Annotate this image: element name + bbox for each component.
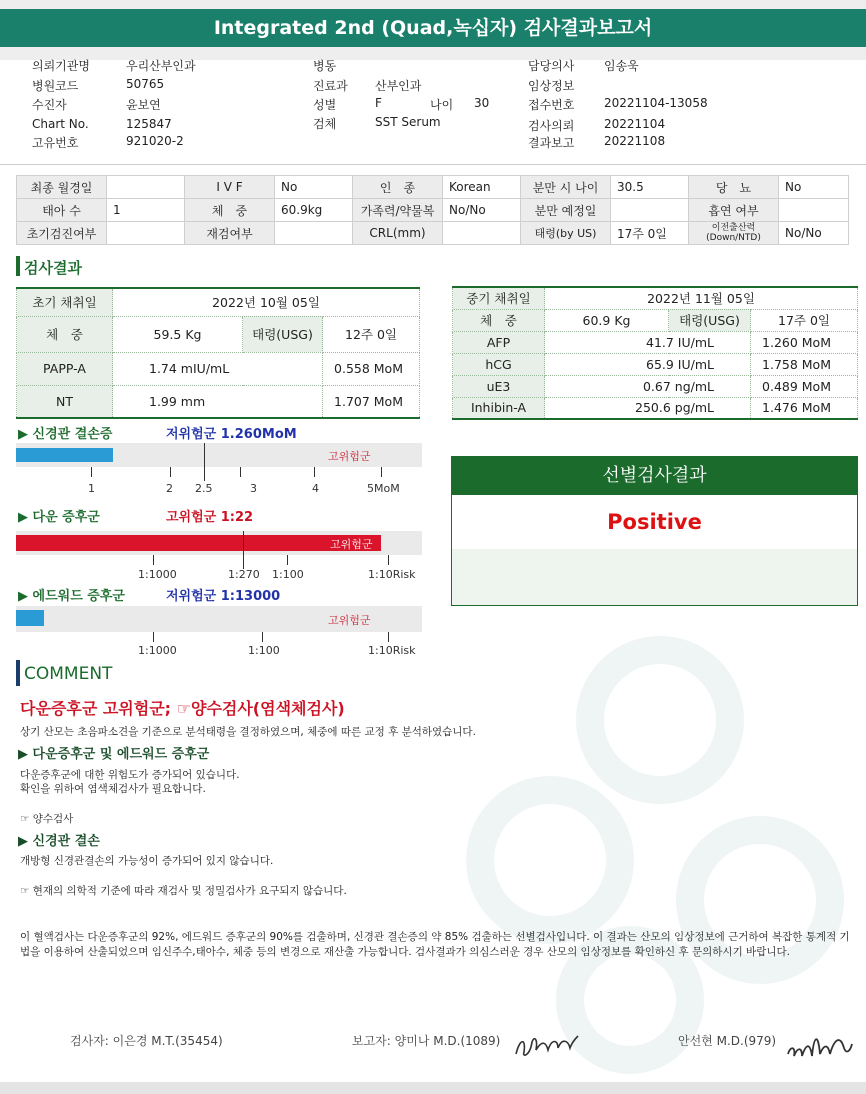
ntd-tick-label: 2 — [166, 482, 173, 495]
due-date-value — [611, 199, 689, 222]
hcg-mom: 1.758 MoM — [751, 353, 858, 375]
results-title: 검사결과 — [24, 259, 82, 277]
comment-subheading: ▶ 신경관 결손 — [18, 834, 100, 849]
third-signature: 안선현 M.D.(979) — [678, 1034, 777, 1048]
info-label: 결과보고 — [528, 136, 575, 150]
bottom-band — [0, 1082, 866, 1094]
ivf-label: I V F — [185, 176, 275, 199]
race-label: 인 종 — [353, 176, 443, 199]
ntd-tick — [381, 467, 382, 477]
info-value: SST Serum — [375, 115, 441, 129]
comment-title: COMMENT — [24, 664, 113, 684]
comment-headline: 다운증후군 고위험군; ☞양수검사(염색체검사) — [20, 699, 345, 718]
comment-line: ☞ 현재의 의학적 기준에 따라 재검사 및 정밀검사가 요구되지 않습니다. — [20, 885, 347, 897]
down-risk-result: 고위험군 1:22 — [166, 510, 254, 525]
down-tick — [287, 555, 288, 565]
inhibin-a-mom: 1.476 MoM — [751, 397, 858, 419]
afp-mom: 1.260 MoM — [751, 331, 858, 353]
down-tick-label: 1:10Risk — [368, 568, 416, 581]
edwards-risk-label: ▶ 에드워드 증후군 — [18, 589, 125, 604]
info-value: F — [375, 96, 382, 110]
screening-result-box — [451, 456, 858, 606]
edwards-tick — [262, 632, 263, 642]
watermark-logo — [430, 600, 866, 1080]
info-label: 수진자 — [32, 98, 67, 112]
table-row — [17, 222, 849, 245]
nt-name: NT — [17, 385, 113, 418]
ntd-risk-fill — [16, 448, 113, 462]
last-period-value — [107, 176, 185, 199]
family-history-label: 가족력/약물복 — [353, 199, 443, 222]
hcg-name: hCG — [453, 353, 545, 375]
down-tick — [388, 555, 389, 565]
first-ga-value: 12주 0일 — [323, 316, 420, 352]
info-label: Chart No. — [32, 117, 89, 131]
table-row — [453, 353, 858, 375]
header-separator — [0, 164, 866, 165]
edwards-risk-result: 저위험군 1:13000 — [166, 589, 281, 604]
first-date-value: 2022년 10월 05일 — [113, 288, 420, 316]
papp-a-name: PAPP-A — [17, 352, 113, 385]
down-risk-label: ▶ 다운 증후군 — [18, 510, 100, 525]
down-high-risk-label: 고위험군 — [330, 538, 373, 551]
third-handwritten-signature — [784, 1024, 856, 1068]
nt-mom: 1.707 MoM — [323, 385, 420, 418]
table-row — [453, 287, 858, 309]
info-label: 고유번호 — [32, 136, 79, 150]
ntd-tick — [240, 467, 241, 477]
edwards-high-risk-label: 고위험군 — [328, 614, 371, 627]
ntd-tick-label: 1 — [88, 482, 95, 495]
table-row — [17, 199, 849, 222]
first-weight-label: 체 중 — [17, 316, 113, 352]
edwards-risk-fill — [16, 610, 44, 626]
retest-label: 재검여부 — [185, 222, 275, 245]
ga-us-label: 태령(by US) — [521, 222, 611, 245]
down-risk-fill — [16, 535, 381, 551]
table-row — [453, 331, 858, 353]
info-label: 접수번호 — [528, 98, 575, 112]
info-value: 20221104 — [604, 117, 666, 131]
inhibin-a-name: Inhibin-A — [453, 397, 545, 419]
first-weight-value: 59.5 Kg — [113, 316, 243, 352]
ntd-cutoff-line — [204, 443, 205, 481]
edwards-tick-label: 1:100 — [248, 644, 280, 657]
second-date-value: 2022년 11월 05일 — [545, 287, 858, 309]
info-value: 윤보연 — [126, 98, 161, 112]
initial-exam-value — [107, 222, 185, 245]
ntd-risk-label: ▶ 신경관 결손증 — [18, 427, 113, 442]
comment-title-bar — [16, 660, 20, 686]
second-trimester-table — [452, 286, 858, 420]
reporter-handwritten-signature — [512, 1028, 582, 1062]
diabetes-label: 당 뇨 — [689, 176, 779, 199]
diabetes-value: No — [779, 176, 849, 199]
table-row — [17, 176, 849, 199]
screening-footer — [452, 549, 857, 605]
fetus-count-value: 1 — [107, 199, 185, 222]
edwards-tick — [153, 632, 154, 642]
edwards-tick-label: 1:10Risk — [368, 644, 416, 657]
edwards-tick — [388, 632, 389, 642]
inhibin-a-value: 250.6 pg/mL — [545, 397, 751, 419]
family-history-value: No/No — [443, 199, 521, 222]
info-label: 성별 — [313, 98, 337, 112]
ntd-tick-label: 4 — [312, 482, 319, 495]
papp-a-value: 1.74 mIU/mL — [113, 352, 323, 385]
smoking-value — [779, 199, 849, 222]
info-value: 임송욱 — [604, 59, 639, 73]
ue3-value: 0.67 ng/mL — [545, 375, 751, 397]
ntd-tick-label: 5MoM — [367, 482, 400, 495]
info-label: 담당의사 — [528, 59, 575, 73]
comment-line: 확인을 위하여 염색체검사가 필요합니다. — [20, 783, 206, 795]
crl-label: CRL(mm) — [353, 222, 443, 245]
smoking-label: 흡연 여부 — [689, 199, 779, 222]
report-title: Integrated 2nd (Quad,녹십자) 검사결과보고서 — [0, 9, 866, 47]
delivery-age-value: 30.5 — [611, 176, 689, 199]
table-row — [453, 309, 858, 331]
age-value: 30 — [474, 96, 490, 110]
info-label: 임상정보 — [528, 79, 575, 93]
comment-line: 다운증후군에 대한 위험도가 증가되어 있습니다. — [20, 769, 240, 781]
first-ga-label: 태령(USG) — [243, 316, 323, 352]
comment-line: 상기 산모는 초음파소견을 기준으로 분석태령을 결정하였으며, 체중에 따른 교정 후 분석하였습니다. — [20, 726, 476, 738]
info-value: 50765 — [126, 77, 165, 91]
second-ga-label: 태령(USG) — [669, 309, 751, 331]
down-tick-label: 1:100 — [272, 568, 304, 581]
ivf-value: No — [275, 176, 353, 199]
ga-us-value: 17주 0일 — [611, 222, 689, 245]
weight-value: 60.9kg — [275, 199, 353, 222]
info-value: 우리산부인과 — [126, 59, 196, 73]
info-value: 산부인과 — [375, 79, 422, 93]
info-label: 검체 — [313, 117, 337, 131]
comment-subheading: ▶ 다운증후군 및 에드워드 증후군 — [18, 747, 210, 762]
afp-name: AFP — [453, 331, 545, 353]
ntd-tick-label: 3 — [250, 482, 257, 495]
info-label: 의뢰기관명 — [32, 59, 90, 73]
table-row — [17, 385, 420, 418]
ntd-tick — [91, 467, 92, 477]
papp-a-mom: 0.558 MoM — [323, 352, 420, 385]
info-label: 검사의뢰 — [528, 119, 575, 133]
table-row — [453, 397, 858, 419]
info-value: 20221104-13058 — [604, 96, 708, 110]
ntd-tick-label: 2.5 — [195, 482, 213, 495]
results-title-bar — [16, 256, 20, 276]
second-weight-label: 체 중 — [453, 309, 545, 331]
ntd-tick — [314, 467, 315, 477]
comment-line: 개방형 신경관결손의 가능성이 증가되어 있지 않습니다. — [20, 855, 274, 867]
race-value: Korean — [443, 176, 521, 199]
second-ga-value: 17주 0일 — [751, 309, 858, 331]
info-value: 921020-2 — [126, 134, 184, 148]
second-weight-value: 60.9 Kg — [545, 309, 669, 331]
info-label: 진료과 — [313, 79, 348, 93]
retest-value — [275, 222, 353, 245]
first-trimester-table — [16, 287, 420, 419]
down-tick — [153, 555, 154, 565]
last-period-label: 최종 월경일 — [17, 176, 107, 199]
down-tick-label: 1:1000 — [138, 568, 177, 581]
nt-value: 1.99 mm — [113, 385, 323, 418]
info-value: 125847 — [126, 117, 172, 131]
ntd-risk-result: 저위험군 1.260MoM — [166, 427, 297, 442]
reporter-signature: 보고자: 양미나 M.D.(1089) — [352, 1034, 501, 1048]
age-label: 나이 — [430, 98, 454, 112]
weight-label: 체 중 — [185, 199, 275, 222]
delivery-age-label: 분만 시 나이 — [521, 176, 611, 199]
disclaimer-text: 이 혈액검사는 다운증후군의 92%, 에드워드 증후군의 90%를 검출하며, 신경관 결손증의 약 85% 검출하는 선별검사입니다. 이 결과는 산모의 임상정보에 근거하여 복잡한 통계적 기법을 이용하여 산출되었으며 임신주수,태아수, 체중 등의 변경으로 재산출 가능합니다. 검사결과가 의심스러운 경우 산모의 임상정보를 확인하신 후 문의하시기 바랍니다. — [20, 931, 850, 958]
ue3-mom: 0.489 MoM — [751, 375, 858, 397]
table-row — [17, 316, 420, 352]
edwards-tick-label: 1:1000 — [138, 644, 177, 657]
down-cutoff-line — [243, 531, 244, 569]
comment-line: ☞ 양수검사 — [20, 813, 74, 825]
crl-value — [443, 222, 521, 245]
hcg-value: 65.9 IU/mL — [545, 353, 751, 375]
info-label: 병동 — [313, 59, 337, 73]
info-label: 병원코드 — [32, 79, 79, 93]
table-row — [453, 375, 858, 397]
first-date-label: 초기 채취일 — [17, 288, 113, 316]
table-row — [17, 352, 420, 385]
due-date-label: 분만 예정일 — [521, 199, 611, 222]
down-tick-label: 1:270 — [228, 568, 260, 581]
prior-birth-label: 이전출산력 (Down/NTD) — [689, 222, 779, 245]
ntd-high-risk-label: 고위험군 — [328, 450, 371, 463]
afp-value: 41.7 IU/mL — [545, 331, 751, 353]
ue3-name: uE3 — [453, 375, 545, 397]
info-value: 20221108 — [604, 134, 666, 148]
fetus-count-label: 태아 수 — [17, 199, 107, 222]
ntd-tick — [170, 467, 171, 477]
screening-result: Positive — [607, 510, 702, 534]
second-date-label: 중기 채취일 — [453, 287, 545, 309]
table-row — [17, 288, 420, 316]
patient-info-table — [16, 175, 849, 245]
screening-title: 선별검사결과 — [452, 457, 857, 495]
tester-signature: 검사자: 이은경 M.T.(35454) — [70, 1034, 223, 1048]
initial-exam-label: 초기검진여부 — [17, 222, 107, 245]
prior-birth-value: No/No — [779, 222, 849, 245]
